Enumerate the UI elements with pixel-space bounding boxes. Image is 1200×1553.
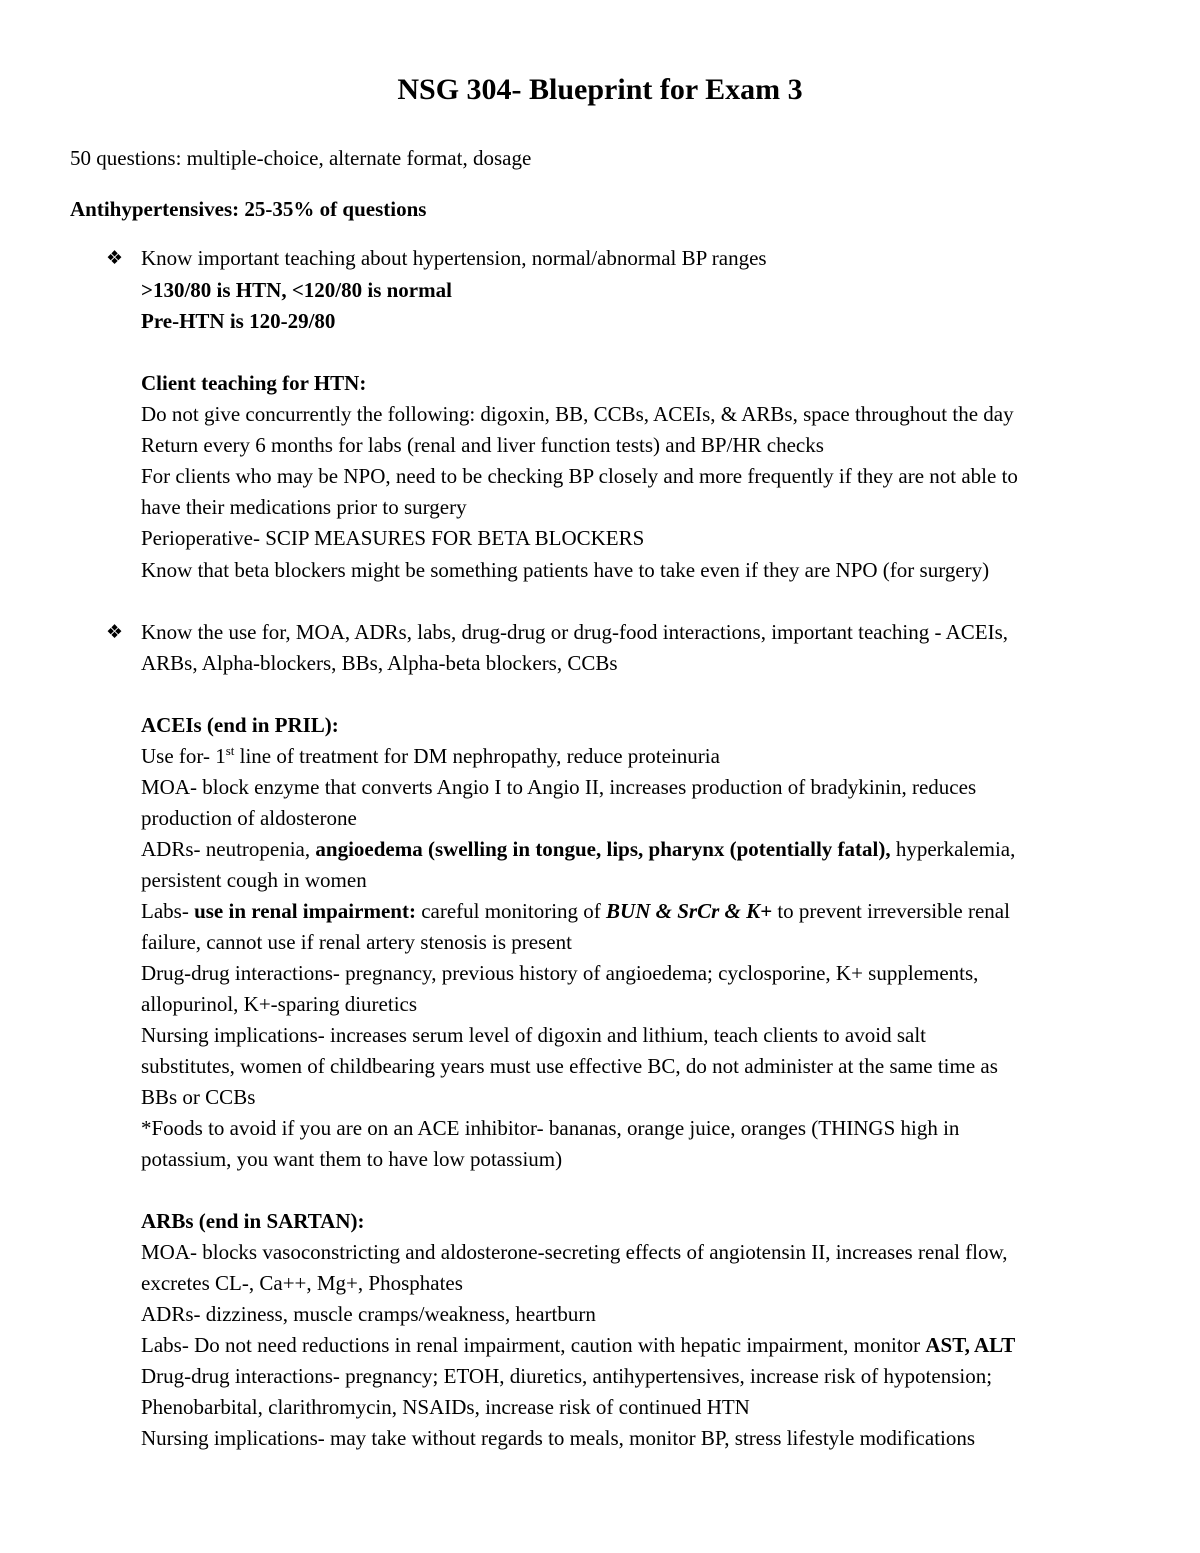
body-text: MOA- block enzyme that converts Angio I to Angio II, increases production of bradykinin, reduces bbox=[141, 775, 977, 799]
diamond-bullet-icon: ❖ bbox=[106, 621, 124, 643]
page-title: NSG 304- Blueprint for Exam 3 bbox=[397, 73, 803, 106]
body-text: Drug-drug interactions- pregnancy, previous history of angioedema; cyclosporine, K+ supplements, bbox=[141, 961, 979, 985]
body-text: BBs or CCBs bbox=[141, 1085, 256, 1109]
body-text: production of aldosterone bbox=[141, 806, 357, 830]
subheading: ARBs (end in SARTAN): bbox=[141, 1209, 365, 1233]
bullet-text: Know important teaching about hypertension, normal/abnormal BP ranges bbox=[141, 246, 767, 270]
body-text: MOA- blocks vasoconstricting and aldosterone-secreting effects of angiotensin II, increases renal flow, bbox=[141, 1240, 1008, 1264]
body-text: persistent cough in women bbox=[141, 868, 367, 892]
body-text: allopurinol, K+-sparing diuretics bbox=[141, 992, 418, 1016]
subheading: ACEIs (end in PRIL): bbox=[141, 713, 339, 737]
body-text: Nursing implications- increases serum level of digoxin and lithium, teach clients to avoid salt bbox=[141, 1023, 926, 1047]
bp-range-text: >130/80 is HTN, <120/80 is normal bbox=[141, 278, 452, 302]
body-text: Drug-drug interactions- pregnancy; ETOH, diuretics, antihypertensives, increase risk of hypotension; bbox=[141, 1364, 993, 1388]
bullet-text: ARBs, Alpha-blockers, BBs, Alpha-beta blockers, CCBs bbox=[141, 651, 618, 675]
body-text: ADRs- neutropenia, angioedema (swelling in tongue, lips, pharynx (potentially fatal), hyperkalemia, bbox=[141, 837, 1016, 861]
body-text: Labs- use in renal impairment: careful monitoring of BUN & SrCr & K+ to prevent irreversible renal bbox=[141, 899, 1010, 923]
body-text: excretes CL-, Ca++, Mg+, Phosphates bbox=[141, 1271, 463, 1295]
section-heading: Antihypertensives: 25-35% of questions bbox=[70, 197, 427, 221]
bullet-text: Know the use for, MOA, ADRs, labs, drug-drug or drug-food interactions, important teaching - ACEIs, bbox=[141, 620, 1009, 644]
body-text: failure, cannot use if renal artery stenosis is present bbox=[141, 930, 572, 954]
body-text: For clients who may be NPO, need to be checking BP closely and more frequently if they are not able to bbox=[141, 464, 1018, 488]
diamond-bullet-icon: ❖ bbox=[106, 247, 124, 269]
body-text: *Foods to avoid if you are on an ACE inhibitor- bananas, orange juice, oranges (THINGS high in bbox=[141, 1116, 960, 1140]
body-text: ADRs- dizziness, muscle cramps/weakness, heartburn bbox=[141, 1302, 596, 1326]
body-text: Use for- 1st line of treatment for DM nephropathy, reduce proteinuria bbox=[141, 743, 720, 768]
body-text: Labs- Do not need reductions in renal impairment, caution with hepatic impairment, monitor AST, ALT bbox=[141, 1333, 1016, 1357]
body-text: substitutes, women of childbearing years must use effective BC, do not administer at the same time as bbox=[141, 1054, 998, 1078]
body-text: potassium, you want them to have low potassium) bbox=[141, 1147, 563, 1171]
bp-range-text: Pre-HTN is 120-29/80 bbox=[141, 309, 336, 333]
body-text: have their medications prior to surgery bbox=[141, 495, 467, 519]
body-text: Know that beta blockers might be something patients have to take even if they are NPO (for surgery) bbox=[141, 558, 990, 582]
body-text: Nursing implications- may take without regards to meals, monitor BP, stress lifestyle modifications bbox=[141, 1426, 976, 1450]
body-text: Perioperative- SCIP MEASURES FOR BETA BLOCKERS bbox=[141, 526, 645, 550]
body-text: Return every 6 months for labs (renal and liver function tests) and BP/HR checks bbox=[141, 433, 824, 457]
body-text: Do not give concurrently the following: digoxin, BB, CCBs, ACEIs, & ARBs, space throughout the day bbox=[141, 402, 1014, 426]
body-text: Phenobarbital, clarithromycin, NSAIDs, increase risk of continued HTN bbox=[141, 1395, 750, 1419]
subheading: Client teaching for HTN: bbox=[141, 371, 367, 395]
intro-text: 50 questions: multiple-choice, alternate format, dosage bbox=[70, 146, 532, 170]
